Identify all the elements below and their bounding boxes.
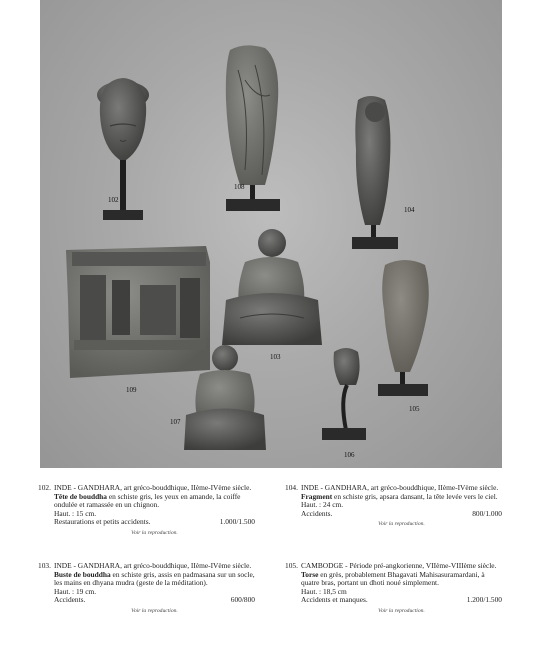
catalog-entry-105	[287, 562, 502, 616]
lot-106-small-fragment	[322, 348, 366, 440]
entry-condition: Accidents.	[301, 508, 333, 518]
entry-estimate: 1.000/1.500	[219, 517, 255, 527]
catalog-entry-103	[40, 562, 255, 616]
entry-note: Voir la reproduction.	[378, 521, 425, 528]
sculptures-illustration	[40, 0, 502, 468]
entry-height: Haut. : 24 cm.	[301, 500, 344, 510]
lot-label-104: 104	[404, 206, 415, 214]
catalog-entry-104	[287, 484, 502, 529]
entry-height: Haut. : 19 cm.	[54, 586, 97, 596]
entry-condition: Accidents.	[54, 595, 86, 605]
entry-heading: INDE - GANDHARA, art gréco-bouddhique, IIème-IVème siècle.	[54, 483, 252, 492]
lot-label-107: 107	[170, 418, 181, 426]
entry-height: Haut. : 15 cm.	[54, 508, 97, 518]
entry-title: Tête de bouddha	[54, 491, 107, 501]
entry-number: 104.	[285, 483, 298, 492]
entry-number: 102.	[38, 483, 51, 492]
lot-label-108: 108	[234, 183, 245, 191]
entry-condition: Restaurations et petits accidents.	[54, 517, 151, 527]
lot-label-105: 105	[409, 405, 420, 413]
entry-estimate: 800/1.000	[472, 508, 502, 518]
lot-102-buddha-head	[97, 78, 149, 220]
sculpture-photograph	[40, 0, 502, 468]
entry-description: en schiste gris, apsara dansant, la tête levée vers le ciel.	[332, 491, 498, 501]
entry-title: Torse	[301, 569, 319, 579]
entry-heading: INDE - GANDHARA, art gréco-bouddhique, IIème-IVème siècle.	[54, 561, 252, 570]
lot-105-sandstone-torso	[378, 260, 429, 396]
entry-description: en grès, probablement Bhagavati Mahisasuramardani, à quatre bras, portant un dhoti noué simplement.	[301, 569, 485, 588]
entry-number: 105.	[285, 561, 298, 570]
entry-note: Voir la reproduction.	[131, 529, 178, 536]
entry-description: en schiste gris, assis en padmasana sur un socle, les mains en dhyana mudra (geste de la méditation).	[54, 569, 255, 588]
lot-label-103: 103	[270, 353, 281, 361]
catalog-entry-102	[40, 484, 255, 538]
entry-estimate: 600/800	[230, 595, 255, 605]
lot-103-seated-buddha	[222, 229, 322, 345]
entry-title: Buste de bouddha	[54, 569, 111, 579]
lot-label-109: 109	[126, 386, 137, 394]
entry-description: en schiste gris, les yeux en amande, la coiffe ondulée et ramassée en un chignon.	[54, 491, 241, 510]
lot-104-apsara-fragment	[352, 96, 398, 249]
entry-number: 103.	[38, 561, 51, 570]
entry-title: Fragment	[301, 491, 333, 501]
entry-height: Haut. : 18,5 cm	[301, 586, 347, 596]
entry-heading: CAMBODGE - Période pré-angkorienne, VIIème-VIIIème siècle.	[301, 561, 497, 570]
entry-condition: Accidents et manques.	[301, 595, 368, 605]
entry-note: Voir la reproduction.	[131, 607, 178, 614]
entry-note: Voir la reproduction.	[378, 607, 425, 614]
entry-heading: INDE - GANDHARA, art gréco-bouddhique, IIème-IVème siècle.	[301, 483, 499, 492]
lot-label-102: 102	[108, 196, 119, 204]
entry-estimate: 1.200/1.500	[466, 595, 502, 605]
lot-label-106: 106	[344, 451, 355, 459]
lot-109-relief-panel	[66, 246, 210, 378]
